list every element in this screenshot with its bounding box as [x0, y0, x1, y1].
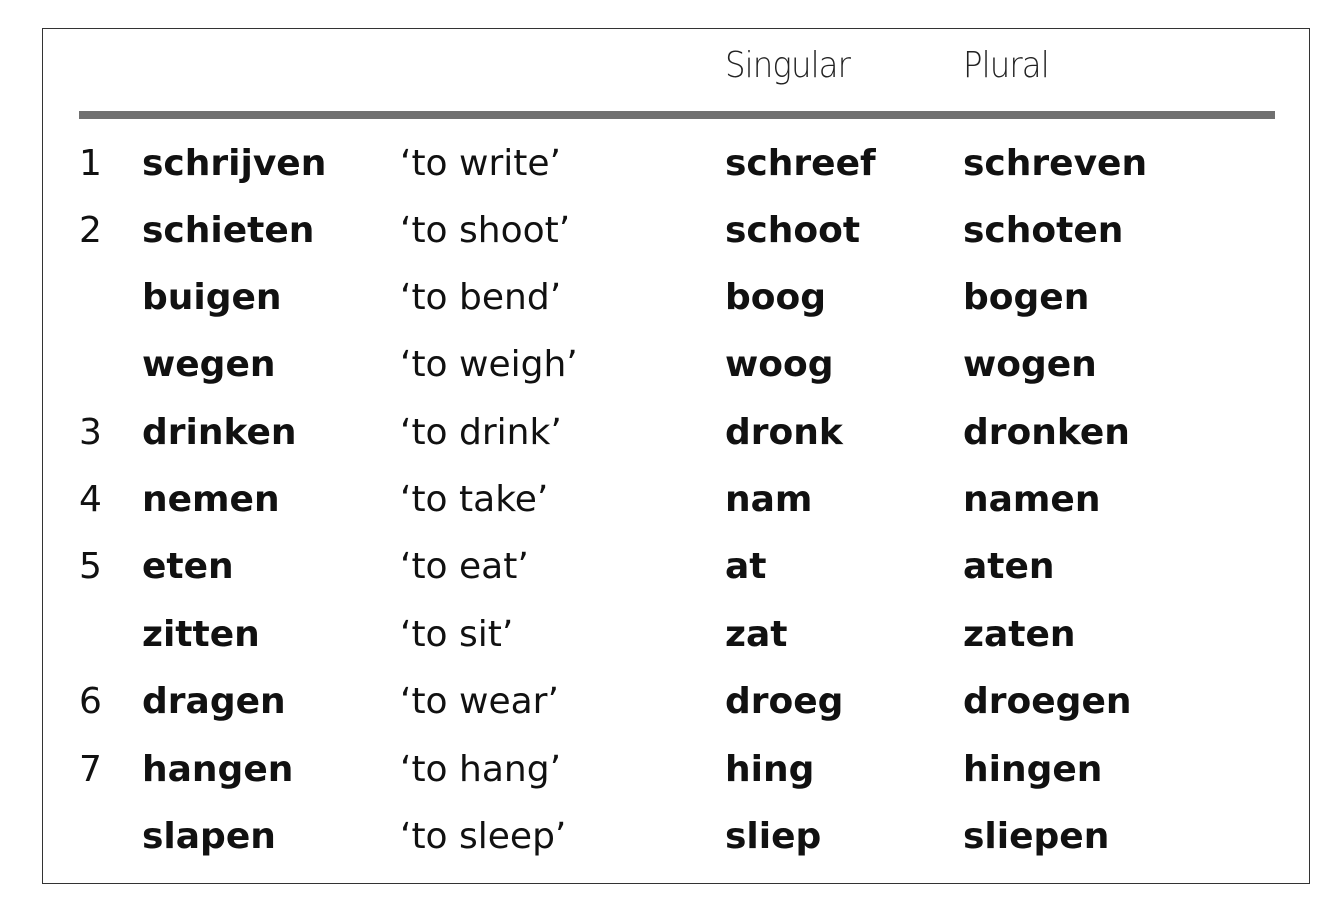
past-singular: schoot — [725, 210, 861, 251]
verb-gloss: ‘to hang’ — [400, 749, 562, 790]
table-row — [0, 264, 1321, 331]
table-row — [0, 601, 1321, 668]
table-row — [0, 331, 1321, 398]
past-singular: boog — [725, 277, 827, 318]
verb-gloss: ‘to weigh’ — [400, 344, 578, 385]
verb-infinitive: zitten — [142, 614, 260, 655]
header-plural: Plural — [963, 45, 1049, 86]
past-singular: dronk — [725, 412, 843, 453]
verb-infinitive: dragen — [142, 681, 286, 722]
past-singular: sliep — [725, 816, 822, 857]
verb-gloss: ‘to sit’ — [400, 614, 514, 655]
table-row — [0, 130, 1321, 197]
past-plural: dronken — [963, 412, 1130, 453]
verb-infinitive: nemen — [142, 479, 280, 520]
past-singular: nam — [725, 479, 813, 520]
verb-gloss: ‘to take’ — [400, 479, 549, 520]
table-row — [0, 466, 1321, 533]
table-row — [0, 533, 1321, 600]
verb-infinitive: hangen — [142, 749, 294, 790]
past-plural: bogen — [963, 277, 1090, 318]
past-plural: wogen — [963, 344, 1097, 385]
past-singular: schreef — [725, 143, 876, 184]
past-plural: sliepen — [963, 816, 1110, 857]
class-number: 5 — [79, 546, 102, 587]
class-number: 4 — [79, 479, 102, 520]
past-singular: droeg — [725, 681, 844, 722]
verb-infinitive: slapen — [142, 816, 276, 857]
verb-infinitive: wegen — [142, 344, 276, 385]
past-plural: namen — [963, 479, 1101, 520]
table-row — [0, 668, 1321, 735]
past-plural: aten — [963, 546, 1055, 587]
verb-infinitive: eten — [142, 546, 234, 587]
past-singular: at — [725, 546, 767, 587]
header-singular: Singular — [725, 45, 851, 86]
past-plural: zaten — [963, 614, 1076, 655]
past-plural: schoten — [963, 210, 1124, 251]
table-row — [0, 399, 1321, 466]
header-rule — [79, 111, 1275, 119]
verb-gloss: ‘to shoot’ — [400, 210, 571, 251]
table-row — [0, 736, 1321, 803]
table-header — [0, 40, 1321, 92]
class-number: 2 — [79, 210, 102, 251]
past-singular: zat — [725, 614, 788, 655]
past-singular: woog — [725, 344, 834, 385]
verb-gloss: ‘to bend’ — [400, 277, 562, 318]
verb-infinitive: drinken — [142, 412, 297, 453]
verb-infinitive: schrijven — [142, 143, 327, 184]
past-plural: droegen — [963, 681, 1132, 722]
verb-gloss: ‘to eat’ — [400, 546, 529, 587]
past-singular: hing — [725, 749, 815, 790]
class-number: 6 — [79, 681, 102, 722]
verb-infinitive: schieten — [142, 210, 315, 251]
verb-infinitive: buigen — [142, 277, 282, 318]
verb-gloss: ‘to drink’ — [400, 412, 562, 453]
class-number: 7 — [79, 749, 102, 790]
class-number: 1 — [79, 143, 102, 184]
table-row — [0, 803, 1321, 870]
past-plural: hingen — [963, 749, 1103, 790]
verb-gloss: ‘to write’ — [400, 143, 561, 184]
verb-gloss: ‘to sleep’ — [400, 816, 567, 857]
past-plural: schreven — [963, 143, 1148, 184]
verb-gloss: ‘to wear’ — [400, 681, 559, 722]
class-number: 3 — [79, 412, 102, 453]
table-row — [0, 197, 1321, 264]
